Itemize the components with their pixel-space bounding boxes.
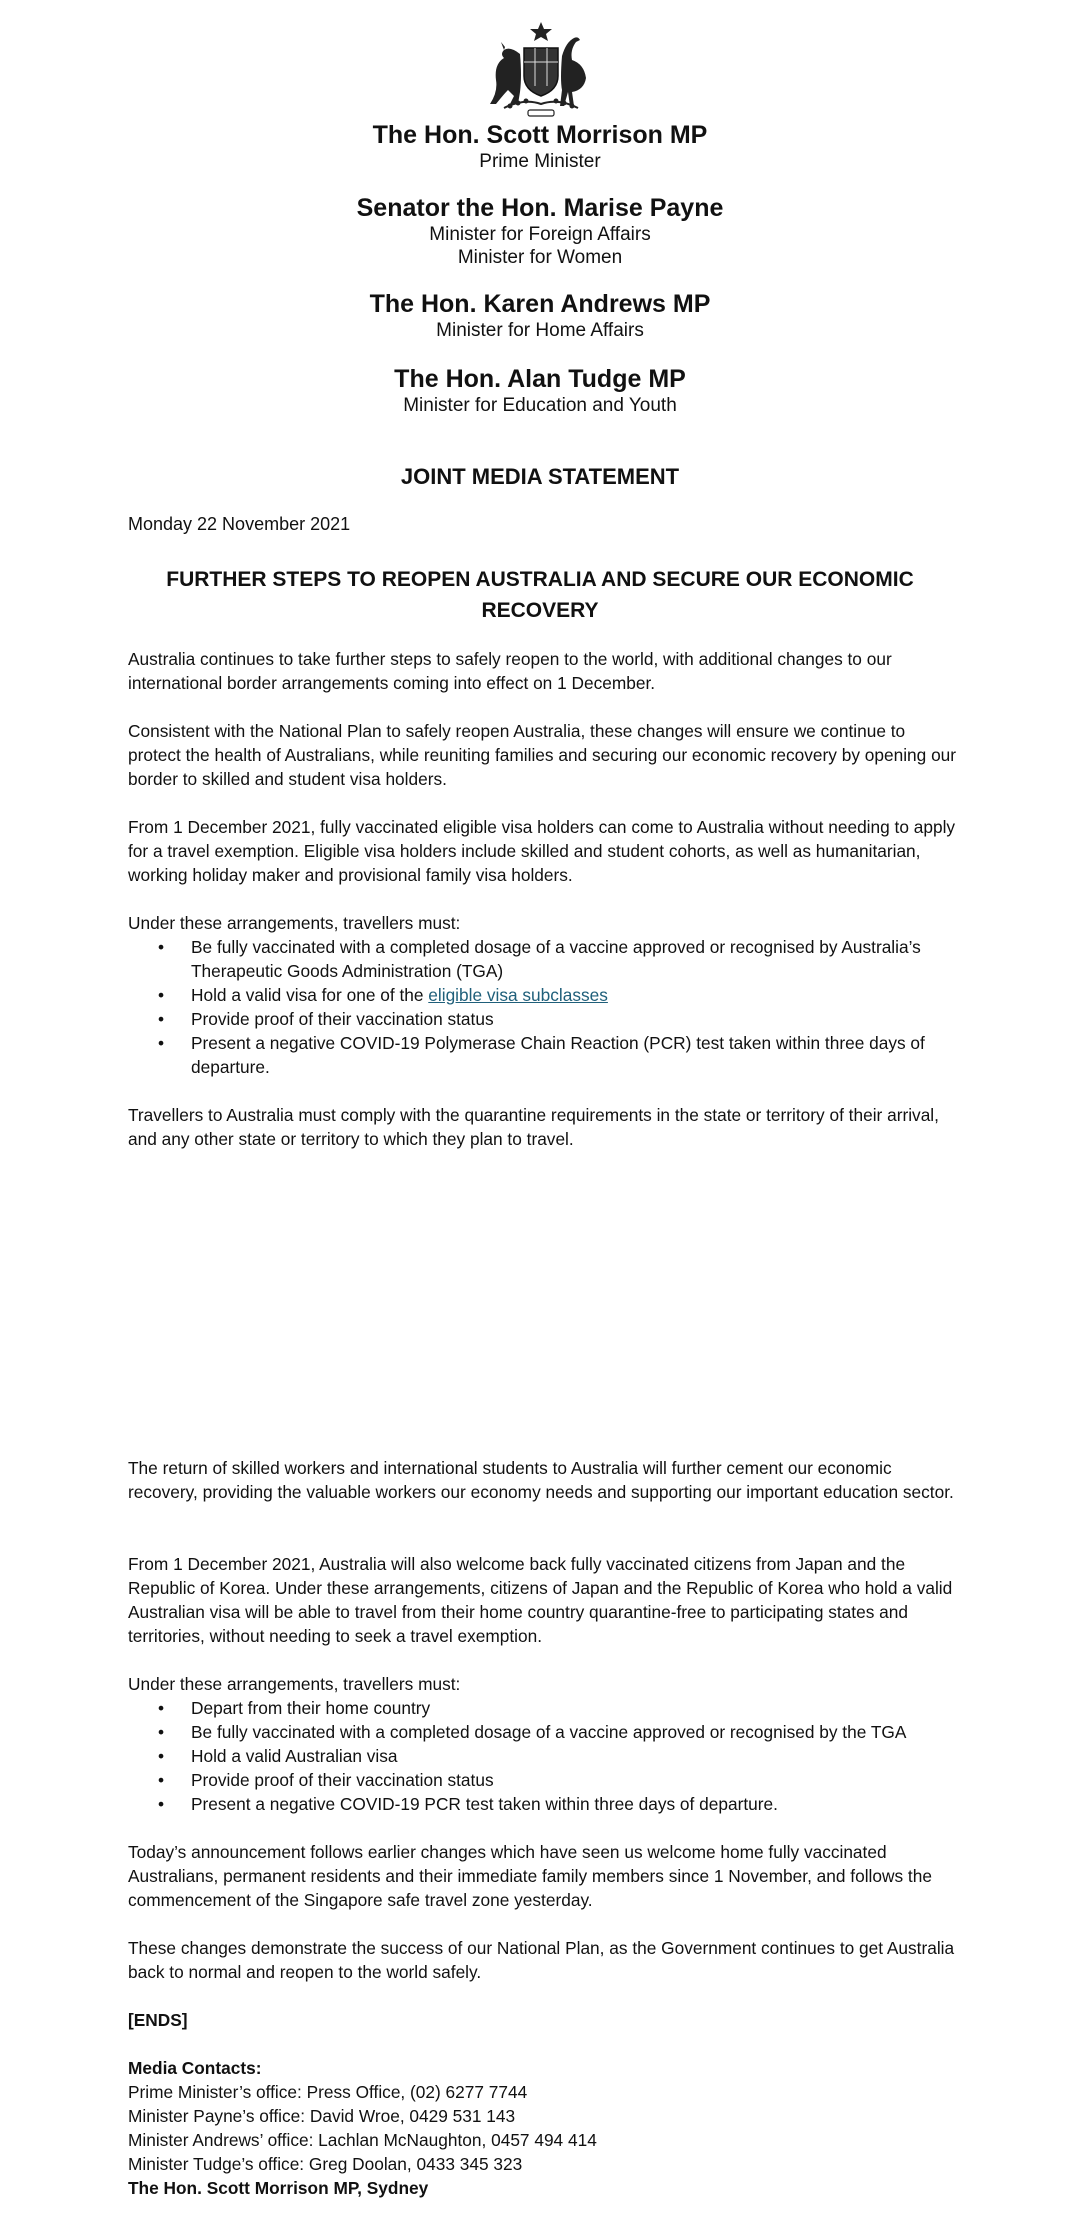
- minister-role: Minister for Home Affairs: [436, 320, 644, 341]
- bullet-icon: •: [158, 985, 165, 1005]
- list-item-text: Present a negative COVID-19 PCR test taken within three days of departure.: [191, 1794, 778, 1814]
- paragraph-6: From 1 December 2021, Australia will also welcome back fully vaccinated citizens from Japan and the Republic of Korea. Under these arrangements, citizens of Japan and the Republic of Korea who hold a valid Australian visa will be able to travel from their home country quarantine-free to participating states and territories, without needing to seek a travel exemption.: [128, 1554, 953, 1646]
- list-1-intro: Under these arrangements, travellers must:: [128, 913, 461, 933]
- bullet-icon: •: [158, 1698, 165, 1718]
- bullet-icon: •: [158, 1746, 165, 1766]
- list-item: [128, 1696, 958, 1720]
- minister-role: Prime Minister: [479, 151, 601, 172]
- list-item-text: Present a negative COVID-19 Polymerase Chain Reaction (PCR) test taken within three days of departure.: [191, 1033, 925, 1077]
- contact-line: Minister Andrews’ office: Lachlan McNaughton, 0457 494 414: [128, 2130, 597, 2150]
- statement-type-heading: JOINT MEDIA STATEMENT: [400, 464, 680, 489]
- list-item-text: Hold a valid visa for one of the: [191, 985, 429, 1005]
- minister-block-foreign-affairs: [0, 193, 1080, 269]
- contact-line: Prime Minister’s office: Press Office, (02) 6277 7744: [128, 2082, 528, 2102]
- minister-role: Minister for Foreign Affairs: [429, 224, 651, 245]
- list-item: [128, 935, 958, 983]
- list-item: [128, 1031, 958, 1079]
- paragraph-1: Australia continues to take further steps to safely reopen to the world, with additional changes to our international border arrangements coming into effect on 1 December.: [128, 649, 892, 693]
- paragraph-7: Today’s announcement follows earlier changes which have seen us welcome home fully vaccinated Australians, permanent residents and their immediate family members since 1 November, and follows the commencement of the Singapore safe travel zone yesterday.: [128, 1842, 932, 1910]
- minister-block-pm: [0, 120, 1080, 173]
- bullet-icon: •: [158, 1722, 165, 1742]
- list-item-text: Hold a valid Australian visa: [191, 1746, 398, 1766]
- coat-of-arms-icon: [474, 20, 608, 120]
- list-item-text: Be fully vaccinated with a completed dosage of a vaccine approved or recognised by Australia’s Therapeutic Goods Administration (TGA): [191, 937, 921, 981]
- requirements-list-1: [128, 935, 958, 1079]
- contact-line: Minister Payne’s office: David Wroe, 0429 531 143: [128, 2106, 516, 2126]
- bullet-icon: •: [158, 937, 165, 957]
- list-item-text: Depart from their home country: [191, 1698, 431, 1718]
- requirements-list-2: [128, 1696, 958, 1816]
- minister-name: Senator the Hon. Marise Payne: [356, 194, 724, 222]
- ends-marker: [ENDS]: [128, 2010, 188, 2030]
- minister-block-home-affairs: [0, 289, 1080, 342]
- minister-name: The Hon. Karen Andrews MP: [369, 290, 711, 318]
- paragraph-5: The return of skilled workers and international students to Australia will further cement our economic recovery, providing the valuable workers our economy needs and supporting our important education sector.: [128, 1458, 954, 1502]
- media-contacts-heading: Media Contacts:: [128, 2058, 262, 2078]
- paragraph-3: From 1 December 2021, fully vaccinated eligible visa holders can come to Australia without needing to apply for a travel exemption. Eligible visa holders include skilled and student cohorts, as well as humanitarian, working holiday maker and provisional family visa holders.: [128, 817, 956, 885]
- paragraph-2: Consistent with the National Plan to safely reopen Australia, these changes will ensure we continue to protect the health of Australians, while reuniting families and securing our economic recovery by opening our border to skilled and student visa holders.: [128, 721, 957, 789]
- list-2-intro: Under these arrangements, travellers must:: [128, 1674, 461, 1694]
- statement-date: Monday 22 November 2021: [128, 514, 351, 534]
- list-item: [128, 1007, 958, 1031]
- list-item: [128, 1744, 958, 1768]
- list-item-text: Provide proof of their vaccination status: [191, 1770, 494, 1790]
- list-item-text: Provide proof of their vaccination status: [191, 1009, 494, 1029]
- list-item-text: Be fully vaccinated with a completed dosage of a vaccine approved or recognised by the TGA: [191, 1722, 907, 1742]
- list-item: [128, 1768, 958, 1792]
- minister-name: The Hon. Scott Morrison MP: [372, 121, 708, 149]
- media-contacts: [128, 2056, 958, 2200]
- eligible-visa-subclasses-link[interactable]: eligible visa subclasses: [428, 985, 608, 1005]
- statement-title: FURTHER STEPS TO REOPEN AUSTRALIA AND SECURE OUR ECONOMIC RECOVERY: [166, 568, 914, 622]
- list-item: [128, 1720, 958, 1744]
- minister-role: Minister for Education and Youth: [403, 395, 677, 416]
- footer-attribution: The Hon. Scott Morrison MP, Sydney: [128, 2178, 429, 2198]
- paragraph-4: Travellers to Australia must comply with the quarantine requirements in the state or territory of their arrival, and any other state or territory to which they plan to travel.: [128, 1105, 939, 1149]
- minister-role: Minister for Women: [457, 247, 623, 268]
- minister-block-education: [0, 364, 1080, 417]
- list-item: [128, 1792, 958, 1816]
- bullet-icon: •: [158, 1033, 165, 1053]
- list-item: [128, 983, 958, 1007]
- bullet-icon: •: [158, 1770, 165, 1790]
- paragraph-8: These changes demonstrate the success of our National Plan, as the Government continues to get Australia back to normal and reopen to the world safely.: [128, 1938, 955, 1982]
- bullet-icon: •: [158, 1794, 165, 1814]
- minister-name: The Hon. Alan Tudge MP: [394, 365, 686, 393]
- bullet-icon: •: [158, 1009, 165, 1029]
- contact-line: Minister Tudge’s office: Greg Doolan, 0433 345 323: [128, 2154, 523, 2174]
